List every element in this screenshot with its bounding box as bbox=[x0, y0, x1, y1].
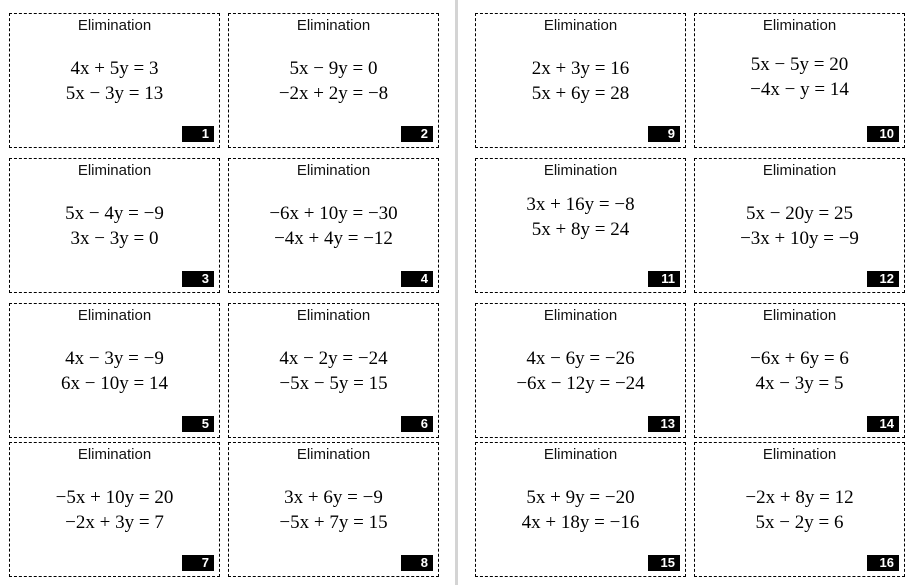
card-title: Elimination bbox=[296, 162, 371, 179]
equation-2: 5x + 6y = 28 bbox=[531, 83, 630, 104]
problem-card-8 bbox=[228, 442, 439, 577]
card-title: Elimination bbox=[296, 307, 371, 324]
problem-card-4 bbox=[228, 158, 439, 293]
card-number-badge: 14 bbox=[867, 416, 899, 432]
equation-2: 5x − 2y = 6 bbox=[755, 512, 844, 533]
card-title: Elimination bbox=[77, 446, 152, 463]
card-title: Elimination bbox=[543, 17, 618, 34]
equation-1: 4x − 3y = −9 bbox=[65, 348, 164, 369]
equation-2: −3x + 10y = −9 bbox=[740, 228, 859, 249]
card-title: Elimination bbox=[77, 307, 152, 324]
equation-system bbox=[476, 346, 685, 396]
equation-system bbox=[476, 192, 685, 242]
card-title: Elimination bbox=[296, 446, 371, 463]
equation-2: 5x + 8y = 24 bbox=[531, 219, 630, 240]
equation-2: −2x + 2y = −8 bbox=[278, 83, 389, 104]
equation-system bbox=[695, 346, 904, 396]
problem-card-10 bbox=[694, 13, 905, 148]
equation-1: 3x + 16y = −8 bbox=[526, 194, 635, 215]
card-number-badge: 13 bbox=[648, 416, 680, 432]
equation-system bbox=[10, 346, 219, 396]
card-number-badge: 12 bbox=[867, 271, 899, 287]
equation-1: 5x − 20y = 25 bbox=[746, 203, 853, 224]
card-title: Elimination bbox=[762, 162, 837, 179]
problem-card-5 bbox=[9, 303, 220, 438]
equation-2: −4x − y = 14 bbox=[750, 79, 849, 100]
card-number-badge: 11 bbox=[648, 271, 680, 287]
problem-card-14 bbox=[694, 303, 905, 438]
equation-2: 4x + 18y = −16 bbox=[521, 512, 640, 533]
equation-1: 4x + 5y = 3 bbox=[70, 58, 159, 79]
equation-2: −4x + 4y = −12 bbox=[274, 228, 393, 249]
equation-system bbox=[229, 485, 438, 535]
equation-system bbox=[229, 346, 438, 396]
card-number-badge: 10 bbox=[867, 126, 899, 142]
card-number-badge: 15 bbox=[648, 555, 680, 571]
card-number-badge: 8 bbox=[401, 555, 433, 571]
card-number-badge: 5 bbox=[182, 416, 214, 432]
equation-1: 2x + 3y = 16 bbox=[531, 58, 630, 79]
equation-2: 3x − 3y = 0 bbox=[70, 228, 159, 249]
equation-1: −6x + 6y = 6 bbox=[750, 348, 849, 369]
problem-card-12 bbox=[694, 158, 905, 293]
card-title: Elimination bbox=[543, 307, 618, 324]
problem-card-15 bbox=[475, 442, 686, 577]
equation-system bbox=[10, 201, 219, 251]
card-title: Elimination bbox=[762, 446, 837, 463]
equation-1: 4x − 2y = −24 bbox=[279, 348, 388, 369]
card-title: Elimination bbox=[543, 162, 618, 179]
card-title: Elimination bbox=[77, 17, 152, 34]
problem-card-6 bbox=[228, 303, 439, 438]
problem-card-1 bbox=[9, 13, 220, 148]
problem-card-16 bbox=[694, 442, 905, 577]
equation-1: 5x + 9y = −20 bbox=[526, 487, 635, 508]
equation-2: 4x − 3y = 5 bbox=[755, 373, 844, 394]
equation-2: −6x − 12y = −24 bbox=[516, 373, 645, 394]
problem-card-9 bbox=[475, 13, 686, 148]
page-divider bbox=[455, 0, 458, 585]
equation-1: 5x − 5y = 20 bbox=[750, 54, 849, 75]
card-number-badge: 9 bbox=[648, 126, 680, 142]
equation-1: 4x − 6y = −26 bbox=[526, 348, 635, 369]
problem-card-7 bbox=[9, 442, 220, 577]
equation-1: 5x − 4y = −9 bbox=[65, 203, 164, 224]
card-number-badge: 1 bbox=[182, 126, 214, 142]
card-number-badge: 4 bbox=[401, 271, 433, 287]
equation-1: 3x + 6y = −9 bbox=[284, 487, 383, 508]
equation-1: −6x + 10y = −30 bbox=[269, 203, 398, 224]
equation-1: −2x + 8y = 12 bbox=[745, 487, 854, 508]
problem-card-11 bbox=[475, 158, 686, 293]
equation-2: −5x + 7y = 15 bbox=[279, 512, 388, 533]
card-title: Elimination bbox=[77, 162, 152, 179]
card-number-badge: 3 bbox=[182, 271, 214, 287]
card-title: Elimination bbox=[296, 17, 371, 34]
equation-1: −5x + 10y = 20 bbox=[55, 487, 174, 508]
equation-system bbox=[229, 56, 438, 106]
problem-card-13 bbox=[475, 303, 686, 438]
card-title: Elimination bbox=[543, 446, 618, 463]
problem-card-2 bbox=[228, 13, 439, 148]
equation-system bbox=[10, 56, 219, 106]
equation-system bbox=[476, 485, 685, 535]
card-number-badge: 6 bbox=[401, 416, 433, 432]
card-title: Elimination bbox=[762, 17, 837, 34]
equation-system bbox=[695, 201, 904, 251]
card-number-badge: 16 bbox=[867, 555, 899, 571]
equation-system bbox=[229, 201, 438, 251]
equation-2: 5x − 3y = 13 bbox=[65, 83, 164, 104]
card-number-badge: 7 bbox=[182, 555, 214, 571]
equation-2: 6x − 10y = 14 bbox=[61, 373, 168, 394]
equation-system bbox=[695, 52, 904, 102]
equation-system bbox=[10, 485, 219, 535]
card-number-badge: 2 bbox=[401, 126, 433, 142]
equation-2: −2x + 3y = 7 bbox=[65, 512, 164, 533]
problem-card-3 bbox=[9, 158, 220, 293]
equation-1: 5x − 9y = 0 bbox=[289, 58, 378, 79]
card-title: Elimination bbox=[762, 307, 837, 324]
equation-system bbox=[695, 485, 904, 535]
equation-2: −5x − 5y = 15 bbox=[279, 373, 388, 394]
equation-system bbox=[476, 56, 685, 106]
